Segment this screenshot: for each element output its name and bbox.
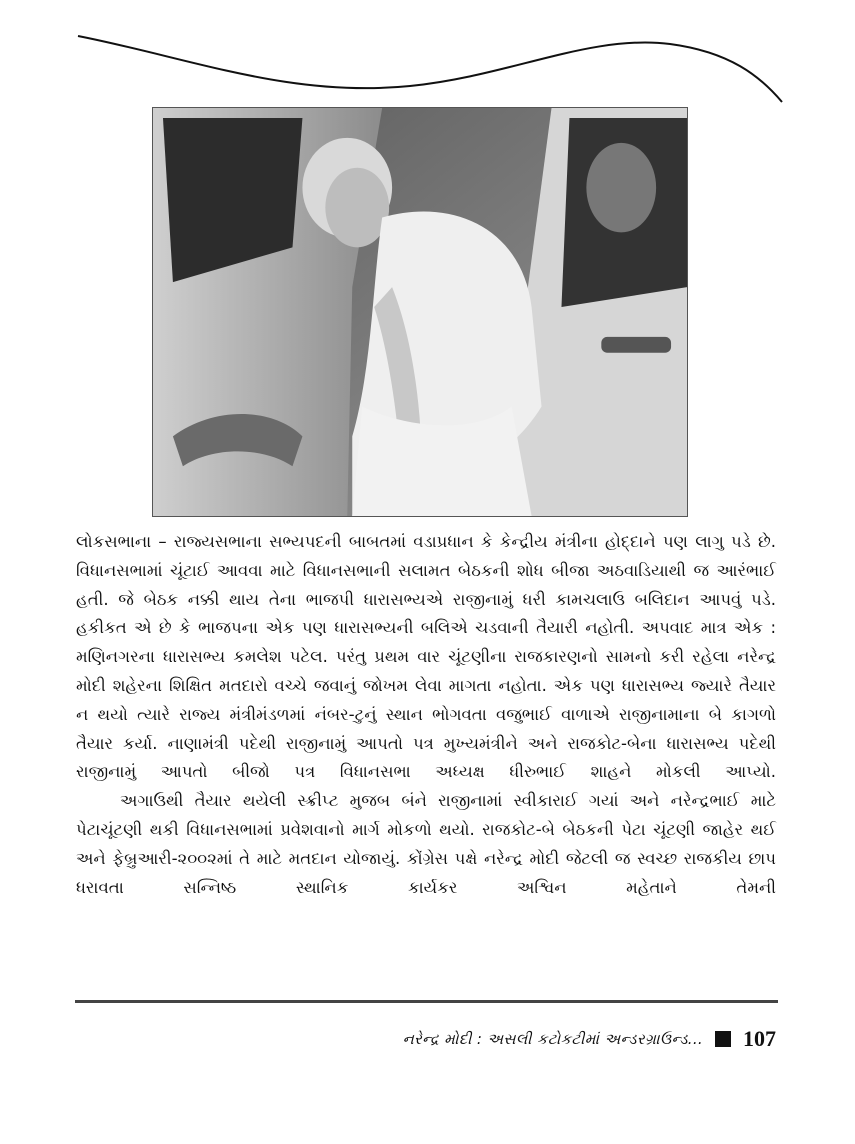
photo-man-exiting-car-icon [153,108,687,516]
page-number: 107 [743,1026,776,1051]
footer-rule [75,1000,778,1003]
paragraph: લોકસભાના – રાજ્યસભાના સભ્યપદની બાબતમાં વડાપ્રધાન કે કેન્દ્રીય મંત્રીના હોદ્દાને પણ લાગુ પડે છે. વિધાનસભામાં ચૂંટાઈ આવવા માટે વિધાનસભાની સલામત બેઠકની શોધ બીજા અઠવાડિયાથી જ આરંભાઈ હતી. જે બેઠક નક્કી થાય તેના ભાજપી ધારાસભ્યએ રાજીનામું ધરી કામચલાઉ બલિદાન આપવું પડે. હકીકત એ છે કે ભાજપના એક પણ ધારાસભ્યની બલિએ ચડવાની તૈયારી નહોતી. અપવાદ માત્ર એક : મણિનગરના ધારાસભ્ય કમલેશ પટેલ. પરંતુ પ્રથમ વાર ચૂંટણીના રાજકારણનો સામનો કરી રહેલા નરેન્દ્ર મોદી શહેરના શિક્ષિત મતદારો વચ્ચે જવાનું જોખમ લેવા માગતા નહોતા. એક પણ ધારાસભ્ય જ્યારે તૈયાર ન થયો ત્યારે રાજ્ય મંત્રીમંડળમાં નંબર-ટુનું સ્થાન ભોગવતા વજુભાઈ વાળાએ રાજીનામાના બે કાગળો તૈયાર કર્યા. નાણામંત્રી પદેથી રાજીનામું આપતો પત્ર મુખ્યમંત્રીને અને રાજકોટ-બેના ધારાસભ્ય પદેથી રાજીનામું આપતો બીજો પત્ર વિધાનસભા અધ્યક્ષ ધીરુભાઈ શાહને મોકલી આપ્યો. [76,532,776,782]
photo [152,107,688,517]
body-text [76,528,776,902]
square-bullet-icon [715,1031,731,1047]
decorative-wave-line [70,28,790,108]
page-footer [300,1024,776,1054]
paragraph: અગાઉથી તૈયાર થયેલી સ્ક્રીપ્ટ મુજબ બંને રાજીનામાં સ્વીકારાઈ ગયાં અને નરેન્દ્રભાઈ માટે પેટાચૂંટણી થકી વિધાનસભામાં પ્રવેશવાનો માર્ગ મોકળો થયો. રાજકોટ-બે બેઠકની પેટા ચૂંટણી જાહેર થઈ અને ફેબ્રુઆરી-૨૦૦૨માં તે માટે મતદાન યોજાયું. કોંગ્રેસ પક્ષે નરેન્દ્ર મોદી જેટલી જ સ્વચ્છ રાજકીય છાપ ધરાવતા સન્નિષ્ઠ સ્થાનિક કાર્યકર અશ્વિન મહેતાને તેમની [76,791,776,897]
running-title: નરેન્દ્ર મોદી : અસલી કટોકટીમાં અન્ડરગ્રાઉન્ડ... [402,1030,703,1048]
